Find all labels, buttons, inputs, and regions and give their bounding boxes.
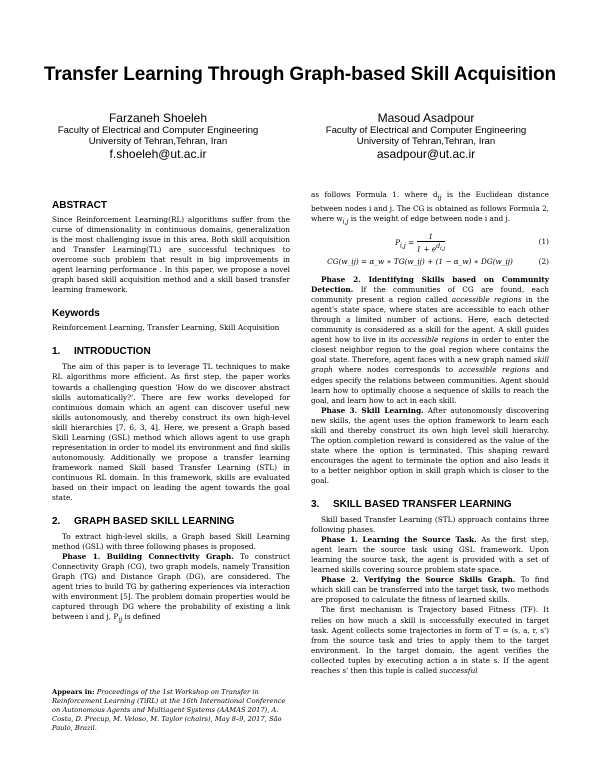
equation-number: (1) (538, 237, 549, 247)
text-run: and edges specify the relations between communities. Agent should learn how to optimally choose a sequence of skills to reach the goal, and learn how to act in each skill. (311, 365, 549, 405)
author-block-1 (28, 111, 288, 161)
italic-run: successful (439, 665, 478, 675)
fraction (417, 232, 445, 254)
phase-label: Phase 1. Learning the Source Task. (321, 535, 477, 545)
section-heading (311, 499, 549, 511)
text-run: After autonomously discovering new skills, the agent uses the option framework to learn each skill and thereby construct its own high level skill hierarchy. The option completion reward is considered as the value of the state where the option is terminated. This shaping reward encourages the agent to terminate the option and also leads it to a better neighbor option in skill graph which is closer to the goal. (311, 405, 550, 485)
phase-text-end: is defined (122, 612, 161, 622)
text-run: is the Euclidean distance between nodes i and j. The CG is obtained as follows Formula 2, where w (311, 190, 550, 223)
section-heading (52, 346, 290, 358)
equation-number: (2) (538, 257, 549, 267)
equation-body: CG(w_ij) = α_w ∗ TG(w_ij) + (1 − α_w) ∗ DG(w_ij) (327, 257, 513, 267)
phase-label: Phase 2. Verifying the Source Skills Graph. (321, 575, 516, 585)
text-run: The first mechanism is Trajectory based Fitness (TF). It relies on how much a skill is successfully executed in target task. Agent collects some trajectories in form of T = (s, a, r, s') from the source task and tries to apply them to the target environment. In the target domain, the agent verifies the collected tuples by executing action a in state s. If the agent reaches s' then this tuple is called (311, 605, 549, 675)
section-number: 3. (311, 499, 320, 511)
author-affiliation: Faculty of Electrical and Computer Engineering (57, 125, 259, 136)
gsl-intro: To extract high-level skills, a Graph based Skill Learning method (GSL) with three following phases is proposed. (52, 532, 290, 552)
text-run: in order to enter the closest neighbor region to the goal region where contains the goal state. Therefore, agent faces with a new graph named (311, 335, 549, 365)
text-run: If the communities of CG are found, each community present a region called (311, 285, 549, 305)
phase2-paragraph (311, 275, 549, 406)
abstract-heading: ABSTRACT (52, 200, 107, 211)
author-affiliation: Faculty of Electrical and Computer Engineering (325, 125, 527, 136)
text-run: in the agent's state space, where states are accessible to each other through a limited number of actions. Here, each detected community is considered as a skill for the agent. A skill guides agent how to live in its (311, 295, 549, 345)
section-title: GRAPH BASED SKILL LEARNING (74, 516, 235, 528)
subscript: i,j (342, 218, 349, 225)
phase-label: Phase 1. Building Connectivity Graph. (62, 552, 234, 562)
stl-intro: Skill based Transfer Learning (STL) approach contains three following phases. (311, 515, 549, 535)
stl-phase1 (311, 535, 549, 575)
italic-run: accessible regions (458, 365, 530, 375)
author-name: Farzaneh Shoeleh (108, 111, 208, 125)
text-run: is the weight of edge between node i and j. (348, 213, 511, 223)
stl-tf-paragraph (311, 605, 549, 675)
stl-phase2 (311, 575, 549, 605)
section-heading (52, 516, 290, 528)
phase-label: Phase 3. Skill Learning. (321, 405, 424, 415)
exponent: d (436, 243, 441, 251)
fraction-denominator (417, 242, 445, 254)
keywords-heading: Keywords (52, 308, 100, 320)
intro-text: The aim of this paper is to leverage TL techniques to make RL algorithms more efficient. As first step, the paper works towards a challenging question 'How do we discover abstract skills automatically?'. There are few works developed for continuous domain which an agent can discover useful new skills autonomously, and thereby construct its own high-level skill hierarchies [7, 6, 3, 4]. Here, we present a Graph based Skill Learning (GSL) method which allows agent to use graph representation in order to model its environment and find skills autonomously. Additionally we propose a transfer learning framework named Skill based Transfer Learning (STL) in continuous RL domain. In this framework, skills are evaluated based on their impact on leading the agent towards the goal state. (52, 362, 290, 503)
eq-lhs: P (395, 238, 400, 248)
italic-run: skill graph (311, 355, 549, 375)
text-run: as follows Formula 1. where d (311, 190, 438, 199)
author-institution: University of Tehran,Tehran, Iran (356, 136, 496, 147)
equation-2 (311, 257, 549, 271)
exponent-sub: i,j (440, 246, 445, 253)
equation-1 (311, 231, 549, 253)
equation-body: $P_{i,j}$ = $\frac{1}{1 + e^{d_{i,j}}}$ (395, 232, 445, 254)
fraction-numerator: 1 (417, 232, 445, 242)
denominator-base: 1 + e (416, 244, 437, 254)
author-block-2 (296, 111, 556, 161)
section-title: INTRODUCTION (74, 346, 151, 358)
phase-label: Phase 2. Identifying Skills based on Community Detection. (311, 275, 549, 295)
italic-run: accessible regions (400, 335, 469, 345)
footnote-label: Appears in: (52, 688, 95, 696)
author-institution: University of Tehran,Tehran, Iran (88, 136, 228, 147)
eq-lhs-sub: i,j (399, 242, 406, 250)
section-title: SKILL BASED TRANSFER LEARNING (333, 499, 512, 511)
subscript: ij (437, 194, 442, 202)
section-number: 2. (52, 516, 61, 528)
abstract-text: Since Reinforcement Learning(RL) algorithms suffer from the curse of dimensionality in continuous domains, generalization is the most challenging issue in this area. Both skill acquisition and Transfer Learning(TL) are successful techniques to overcome such problem that result in big improvements in agent learning performance . In this paper, we propose a novel graph based skill acquisition method and a skill based transfer learning framework. (52, 215, 290, 295)
section-number: 1. (52, 346, 61, 358)
left-column (52, 200, 290, 626)
text-run: As the first step, agent learn the source task using GSL framework. Upon learning the source task, the agent is provided with a set of learned skills covering source problem state space. (311, 535, 549, 575)
footnote-text: Proceedings of the 1st Workshop on Transfer in Reinforcement Learning (TiRL) at the 16th International Conference on Autonomous Agents and Multiagent Systems (AAMAS 2017), A. Costa, D. Precup, M. Veloso, M. Taylor (chairs), May 8–9, 2017, São Paulo, Brazil. (52, 688, 286, 732)
footnote (52, 688, 290, 733)
gsl-phase1 (52, 552, 290, 626)
text-run: To find which skill can be transferred into the target task, two methods are proposed to calculate the fitness of learned skills. (311, 575, 549, 605)
author-name: Masoud Asadpour (377, 111, 475, 125)
right-column (311, 190, 549, 676)
paper-title: Transfer Learning Through Graph-based Skill Acquisition (43, 64, 557, 85)
italic-run: accessible regions (451, 295, 522, 305)
text-run: where nodes corresponds to (332, 365, 459, 375)
phase3-paragraph (311, 406, 549, 486)
subscript: ij (118, 616, 123, 624)
keywords-text: Reinforcement Learning, Transfer Learning, Skill Acquisition (52, 323, 280, 333)
phase-text: To construct Connectivity Graph (CG), two graph models, namely Transition Graph (TG) and Distance Graph (DG), are considered. The agent tries to build TG by gathering experiences via interaction with environment [5]. The problem domain properties would be captured through DG where the probability of existing a link between i and j, P (52, 552, 290, 622)
gsl-phase1-continued (311, 190, 549, 227)
author-email: asadpour@ut.ac.ir (376, 147, 476, 161)
author-email: f.shoeleh@ut.ac.ir (109, 147, 207, 161)
